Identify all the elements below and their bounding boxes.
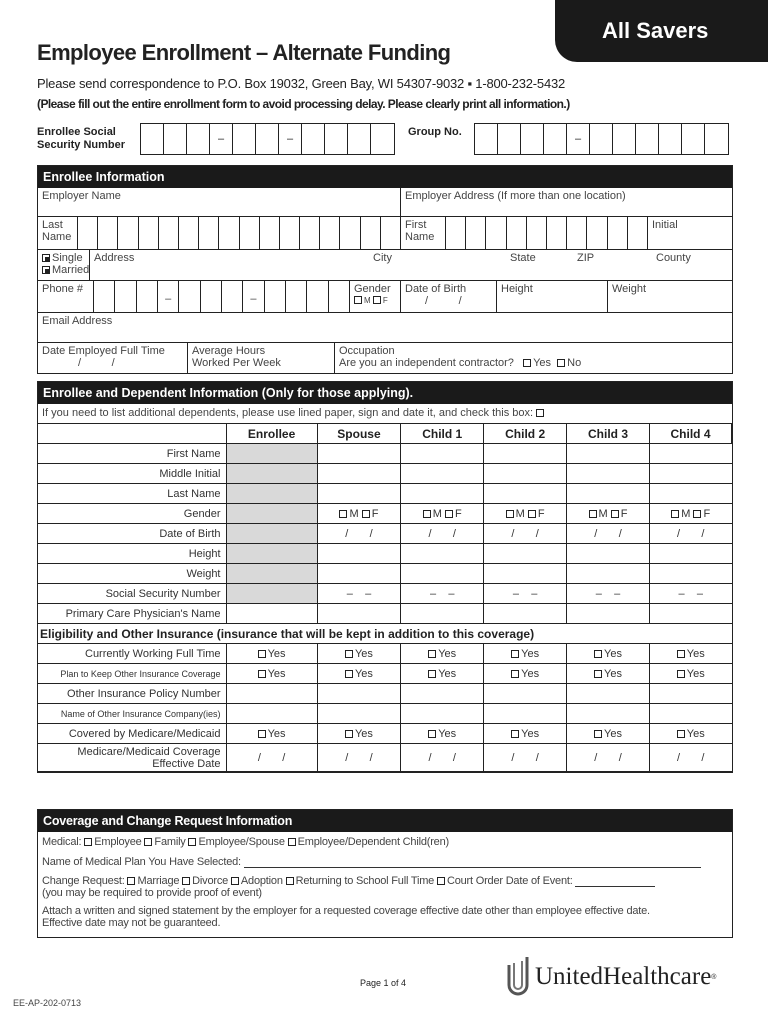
cell-input[interactable] — [401, 644, 484, 664]
section-header: Enrollee Information — [38, 166, 732, 188]
gender-f-checkbox[interactable]: F — [373, 296, 388, 305]
label: Initial — [652, 219, 678, 231]
row-label: Date of Birth — [38, 524, 226, 544]
cell-input[interactable] — [567, 504, 650, 524]
row-label: Name of Other Insurance Company(ies) — [38, 704, 226, 724]
occupation-field[interactable]: Occupation Are you an independent contractor? Yes No — [339, 345, 582, 369]
section-header: Coverage and Change Request Information — [38, 810, 732, 832]
cell-input[interactable] — [226, 444, 317, 464]
cell-input[interactable] — [649, 564, 731, 584]
table-row — [38, 684, 732, 704]
coverage-section — [37, 809, 733, 938]
row-label: Gender — [38, 504, 226, 524]
cell-input[interactable] — [226, 604, 317, 624]
attach-note: Attach a written and signed statement by the employer for a requested coverage effective date other than employee effective date. — [42, 905, 650, 917]
ssn-input[interactable]: – – — [140, 123, 395, 155]
height-field[interactable]: Height — [497, 281, 608, 312]
medical-option-checkbox[interactable]: Family — [144, 836, 185, 848]
column-header: Child 2 — [484, 424, 567, 444]
yes-checkbox[interactable]: Yes — [258, 668, 286, 680]
cell-input[interactable] — [567, 484, 650, 504]
cell-input[interactable] — [401, 724, 484, 744]
cell-input[interactable]: / / — [484, 524, 567, 544]
cell-input[interactable] — [649, 704, 731, 724]
cell-input[interactable] — [226, 584, 317, 604]
cell-input[interactable] — [649, 644, 731, 664]
medical-options: Medical: Employee Family Employee/Spouse Employee/Dependent Child(ren) — [42, 836, 449, 848]
table-row — [38, 664, 732, 684]
eligibility-header: Eligibility and Other Insurance (insurance that will be kept in addition to this coverage) — [38, 624, 732, 644]
table-row — [38, 544, 732, 564]
first-name-input[interactable] — [446, 217, 648, 249]
employer-name-field[interactable] — [38, 188, 401, 216]
cell-input[interactable] — [484, 644, 567, 664]
yes-checkbox[interactable]: Yes — [345, 728, 373, 740]
row-label: First Name — [38, 444, 226, 464]
cell-input[interactable] — [567, 444, 650, 464]
cell-input[interactable] — [649, 484, 731, 504]
table-row — [38, 504, 732, 524]
yes-checkbox[interactable]: Yes — [594, 668, 622, 680]
m-checkbox[interactable]: M — [423, 508, 442, 520]
additional-dependents-checkbox[interactable] — [536, 409, 544, 417]
table-row — [38, 704, 732, 724]
cell-input[interactable] — [317, 544, 401, 564]
group-no-input[interactable]: – — [474, 123, 729, 155]
cell-input[interactable] — [226, 564, 317, 584]
row-label: Height — [38, 544, 226, 564]
cell-input[interactable] — [317, 664, 401, 684]
instructions: (Please fill out the entire enrollment form to avoid processing delay. Please clearly print all information.) — [37, 97, 570, 111]
gender-label: Gender — [354, 283, 391, 295]
weight-field[interactable]: Weight — [612, 283, 647, 295]
cell-input[interactable] — [401, 684, 484, 704]
cell-input[interactable] — [317, 604, 401, 624]
last-name-label: Last Name — [38, 217, 78, 249]
first-name-label: First Name — [401, 217, 446, 249]
contractor-yes-checkbox[interactable]: Yes — [523, 357, 551, 369]
yes-checkbox[interactable]: Yes — [258, 728, 286, 740]
cell-input[interactable] — [484, 724, 567, 744]
table-row — [38, 644, 732, 664]
date-employed-field[interactable]: Date Employed Full Time / / — [38, 343, 188, 373]
cell-input[interactable] — [317, 444, 401, 464]
yes-checkbox[interactable]: Yes — [428, 668, 456, 680]
contractor-no-checkbox[interactable]: No — [557, 357, 581, 369]
cell-input[interactable] — [226, 524, 317, 544]
last-name-input[interactable] — [78, 217, 401, 249]
cell-input[interactable] — [226, 664, 317, 684]
table-row — [38, 584, 732, 604]
initial-field[interactable] — [648, 217, 732, 249]
medical-option-checkbox[interactable]: Employee/Spouse — [188, 836, 284, 848]
cell-input[interactable]: / / — [317, 524, 401, 544]
cell-input[interactable] — [484, 504, 567, 524]
label: Employer Address (If more than one location) — [405, 190, 626, 202]
cell-input[interactable] — [484, 704, 567, 724]
cell-input[interactable] — [649, 684, 731, 704]
not-guaranteed-note: Effective date may not be guaranteed. — [42, 917, 221, 929]
cell-input[interactable] — [567, 724, 650, 744]
page-number: Page 1 of 4 — [360, 978, 407, 988]
cell-input[interactable] — [484, 464, 567, 484]
medical-option-checkbox[interactable]: Employee — [84, 836, 141, 848]
yes-checkbox[interactable]: Yes — [511, 648, 539, 660]
m-checkbox[interactable]: M — [671, 508, 690, 520]
table-header-blank — [38, 424, 226, 444]
uhc-logo-icon — [505, 955, 531, 999]
cell-input[interactable] — [226, 724, 317, 744]
cell-input[interactable] — [649, 444, 731, 464]
medical-option-checkbox[interactable]: Employee/Dependent Child(ren) — [288, 836, 449, 848]
cell-input[interactable] — [649, 604, 731, 624]
cell-input[interactable]: – – — [401, 584, 484, 604]
cell-input[interactable]: – – — [484, 584, 567, 604]
cell-input[interactable] — [226, 504, 317, 524]
cell-input[interactable]: / / — [401, 744, 484, 772]
cell-input[interactable] — [226, 484, 317, 504]
date-of-event-field[interactable]: Date of Event: — [506, 875, 656, 887]
yes-checkbox[interactable]: Yes — [594, 728, 622, 740]
cell-input[interactable] — [317, 704, 401, 724]
cell-input[interactable] — [401, 604, 484, 624]
dependent-information-section — [37, 381, 733, 773]
f-checkbox[interactable]: F — [362, 508, 379, 520]
ssn-label: Enrollee Social Security Number — [37, 126, 126, 151]
table-row — [38, 464, 732, 484]
cell-input[interactable] — [401, 664, 484, 684]
enrollee-information-section — [37, 165, 733, 374]
table-row — [38, 444, 732, 464]
yes-checkbox[interactable]: Yes — [677, 668, 705, 680]
change-request-checkbox[interactable]: Returning to School Full Time — [286, 875, 435, 887]
change-request-checkbox[interactable]: Divorce — [182, 875, 228, 887]
row-label: Primary Care Physician's Name — [38, 604, 226, 624]
yes-checkbox[interactable]: Yes — [511, 668, 539, 680]
correspondence-address: Please send correspondence to P.O. Box 19032, Green Bay, WI 54307-9032 ▪ 1-800-232-5432 — [37, 76, 566, 91]
column-header: Spouse — [317, 424, 401, 444]
yes-checkbox[interactable]: Yes — [594, 648, 622, 660]
all-savers-brand-tab: All Savers — [555, 0, 768, 62]
dob-field[interactable]: Date of Birth / / — [401, 281, 497, 312]
change-request-checkbox[interactable]: Marriage — [127, 875, 179, 887]
cell-input[interactable]: / / — [649, 744, 731, 772]
phone-label: Phone # — [38, 281, 94, 312]
column-header: Enrollee — [226, 424, 317, 444]
cell-input[interactable]: / / — [401, 524, 484, 544]
employer-address-field[interactable] — [401, 188, 732, 216]
cell-input[interactable] — [567, 544, 650, 564]
change-request-checkbox[interactable]: Adoption — [231, 875, 283, 887]
plan-name-field[interactable]: Name of Medical Plan You Have Selected: — [38, 848, 732, 868]
phone-input[interactable]: – – — [94, 281, 350, 312]
cell-input[interactable] — [401, 704, 484, 724]
yes-checkbox[interactable]: Yes — [677, 648, 705, 660]
cell-input[interactable] — [226, 704, 317, 724]
form-code: EE-AP-202-0713 — [13, 998, 82, 1008]
yes-checkbox[interactable]: Yes — [511, 728, 539, 740]
cell-input[interactable] — [226, 544, 317, 564]
cell-input[interactable] — [401, 504, 484, 524]
row-label: Plan to Keep Other Insurance Coverage — [38, 664, 226, 684]
cell-input[interactable] — [226, 684, 317, 704]
change-request-options: Change Request: Marriage Divorce Adoption Returning to School Full Time Court Order Date of Event: — [38, 868, 732, 887]
yes-checkbox[interactable]: Yes — [258, 648, 286, 660]
f-checkbox[interactable]: F — [528, 508, 545, 520]
yes-checkbox[interactable]: Yes — [428, 648, 456, 660]
address-label: Address — [94, 252, 135, 264]
row-label: Currently Working Full Time — [38, 644, 226, 664]
table-row — [38, 484, 732, 504]
cell-input[interactable] — [567, 564, 650, 584]
cell-input[interactable] — [567, 604, 650, 624]
f-checkbox[interactable]: F — [611, 508, 628, 520]
m-checkbox[interactable]: M — [589, 508, 608, 520]
cell-input[interactable] — [649, 724, 731, 744]
city-label: City — [373, 252, 392, 264]
table-row — [38, 564, 732, 584]
cell-input[interactable] — [484, 544, 567, 564]
cell-input[interactable] — [401, 464, 484, 484]
column-header: Child 1 — [401, 424, 484, 444]
cell-input[interactable] — [401, 544, 484, 564]
cell-input[interactable] — [401, 444, 484, 464]
cell-input[interactable] — [401, 564, 484, 584]
row-label: Social Security Number — [38, 584, 226, 604]
table-row — [38, 524, 732, 544]
cell-input[interactable] — [567, 664, 650, 684]
cell-input[interactable]: / / — [317, 744, 401, 772]
cell-input[interactable] — [317, 564, 401, 584]
cell-input[interactable]: – – — [567, 584, 650, 604]
row-label: Last Name — [38, 484, 226, 504]
cell-input[interactable] — [317, 684, 401, 704]
unitedhealthcare-logo: UnitedHealthcare ® — [505, 955, 716, 999]
county-label: County — [656, 252, 691, 264]
row-label: Other Insurance Policy Number — [38, 684, 226, 704]
column-header: Child 4 — [649, 424, 731, 444]
cell-input[interactable] — [649, 664, 731, 684]
cell-input[interactable] — [567, 684, 650, 704]
email-field[interactable]: Email Address — [42, 315, 113, 327]
cell-input[interactable]: / / — [567, 744, 650, 772]
yes-checkbox[interactable]: Yes — [677, 728, 705, 740]
f-checkbox[interactable]: F — [693, 508, 710, 520]
married-checkbox[interactable]: Married — [42, 264, 85, 276]
cell-input[interactable] — [226, 644, 317, 664]
cell-input[interactable] — [484, 664, 567, 684]
column-header: Child 3 — [567, 424, 650, 444]
cell-input[interactable] — [317, 504, 401, 524]
row-label: Weight — [38, 564, 226, 584]
cell-input[interactable] — [567, 464, 650, 484]
gender-m-checkbox[interactable]: M — [354, 296, 371, 305]
cell-input[interactable] — [567, 644, 650, 664]
section-header: Enrollee and Dependent Information (Only for those applying). — [38, 382, 732, 404]
m-checkbox[interactable]: M — [506, 508, 525, 520]
yes-checkbox[interactable]: Yes — [428, 728, 456, 740]
row-label: Medicare/Medicaid Coverage Effective Date — [38, 744, 226, 772]
cell-input[interactable] — [401, 484, 484, 504]
cell-input[interactable] — [484, 444, 567, 464]
cell-input[interactable]: – – — [317, 584, 401, 604]
page-title: Employee Enrollment – Alternate Funding — [37, 40, 451, 65]
single-checkbox[interactable]: Single — [42, 252, 85, 264]
address-field[interactable] — [90, 250, 732, 280]
yes-checkbox[interactable]: Yes — [345, 668, 373, 680]
row-label: Covered by Medicare/Medicaid — [38, 724, 226, 744]
dependent-table — [38, 423, 732, 772]
cell-input[interactable] — [317, 464, 401, 484]
cell-input[interactable]: / / — [226, 744, 317, 772]
cell-input[interactable] — [317, 644, 401, 664]
cell-input[interactable] — [649, 464, 731, 484]
additional-dependents-note: If you need to list additional dependents, please use lined paper, sign and date it, and check this box: — [38, 404, 732, 423]
cell-input[interactable] — [317, 484, 401, 504]
cell-input[interactable] — [484, 604, 567, 624]
cell-input[interactable] — [484, 484, 567, 504]
cell-input[interactable]: / / — [649, 524, 731, 544]
proof-note: (you may be required to provide proof of event) — [42, 887, 262, 899]
cell-input[interactable] — [484, 684, 567, 704]
cell-input[interactable] — [484, 564, 567, 584]
f-checkbox[interactable]: F — [445, 508, 462, 520]
zip-label: ZIP — [577, 252, 595, 264]
group-no-label: Group No. — [408, 126, 462, 138]
table-row — [38, 724, 732, 744]
cell-input[interactable]: – – — [649, 584, 731, 604]
label: Employer Name — [42, 190, 121, 202]
cell-input[interactable] — [317, 724, 401, 744]
cell-input[interactable]: / / — [484, 744, 567, 772]
row-label: Middle Initial — [38, 464, 226, 484]
table-row — [38, 744, 732, 772]
cell-input[interactable] — [649, 544, 731, 564]
cell-input[interactable] — [567, 704, 650, 724]
table-row — [38, 604, 732, 624]
cell-input[interactable] — [649, 504, 731, 524]
cell-input[interactable] — [226, 464, 317, 484]
yes-checkbox[interactable]: Yes — [345, 648, 373, 660]
state-label: State — [510, 252, 536, 264]
change-request-checkbox[interactable]: Court Order — [437, 875, 503, 887]
cell-input[interactable]: / / — [567, 524, 650, 544]
m-checkbox[interactable]: M — [339, 508, 358, 520]
average-hours-field[interactable]: Average Hours Worked Per Week — [188, 343, 335, 373]
